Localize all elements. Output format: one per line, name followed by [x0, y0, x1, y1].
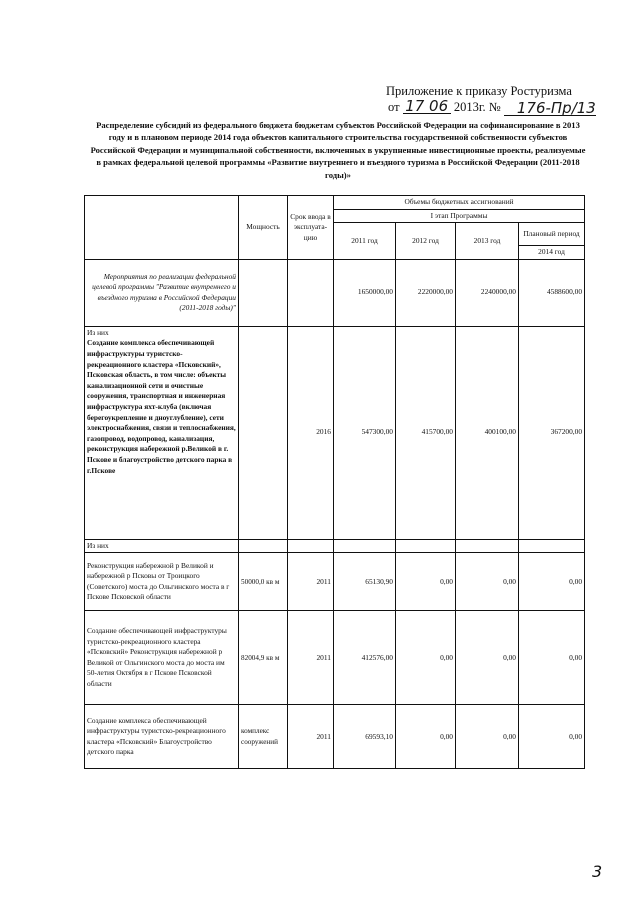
cluster-row — [85, 326, 585, 539]
page-number: 3 — [592, 862, 603, 881]
cluster-cell — [85, 326, 239, 539]
program-2011: 1650000,00 — [334, 259, 396, 326]
row-2013: 0,00 — [456, 553, 519, 611]
header-year-2012: 2012 год — [396, 223, 456, 260]
header-commission-term: Срок ввода в эксплуата-цию — [288, 196, 334, 260]
program-2014: 4588600,00 — [519, 259, 585, 326]
appendix-order-line — [386, 99, 616, 116]
row-year: 2011 — [288, 553, 334, 611]
header-capacity: Мощность — [239, 196, 288, 260]
row-2012: 0,00 — [396, 553, 456, 611]
row-2013: 0,00 — [456, 705, 519, 769]
cluster-year: 2016 — [288, 326, 334, 539]
cluster-2012: 415700,00 — [396, 326, 456, 539]
program-row — [85, 259, 585, 326]
header-stage: I этап Программы — [334, 209, 585, 223]
program-year — [288, 259, 334, 326]
cluster-2013: 400100,00 — [456, 326, 519, 539]
program-2013: 2240000,00 — [456, 259, 519, 326]
cluster-prefix: Из них — [87, 327, 109, 337]
program-name: Мероприятия по реализации федеральной целевой программы "Развитие внутреннего и въездного туризма в Российской Федерации (2011-2018 годы)" — [85, 259, 239, 326]
cluster-capacity — [239, 326, 288, 539]
row-name: Создание обеспечивающей инфраструктуры туристско-рекреационного кластера «Псковский» Реконструкция набережной р Великой от Ольгинского моста до моста им 50-летия Октября в г Пскове Псковской области — [85, 611, 239, 705]
appendix-header — [386, 84, 616, 116]
row-year: 2011 — [288, 611, 334, 705]
row-2011: 412576,00 — [334, 611, 396, 705]
table-row — [85, 705, 585, 769]
row-2011: 69593,10 — [334, 705, 396, 769]
cluster-2011: 547300,00 — [334, 326, 396, 539]
row-name: Реконструкция набережной р Великой и набережной р Псковы от Троицкого (Советского) моста до Ольгинского моста в г Пскове Псковской области — [85, 553, 239, 611]
sub-label-row — [85, 539, 585, 553]
row-year: 2011 — [288, 705, 334, 769]
program-capacity — [239, 259, 288, 326]
row-capacity: 82004,9 кв м — [239, 611, 288, 705]
row-2012: 0,00 — [396, 705, 456, 769]
order-number-handwritten: 176-Пр/13 — [504, 101, 596, 116]
row-capacity: 50000,0 кв м — [239, 553, 288, 611]
row-2011: 65130,90 — [334, 553, 396, 611]
sub-label: Из них — [85, 539, 239, 553]
order-date-handwritten: 17 06 — [403, 99, 451, 114]
row-2014: 0,00 — [519, 553, 585, 611]
cluster-2014: 367200,00 — [519, 326, 585, 539]
row-2014: 0,00 — [519, 705, 585, 769]
row-capacity: комплекс сооружений — [239, 705, 288, 769]
header-year-2014: 2014 год — [519, 246, 585, 260]
header-planned-period: Плановый период — [519, 223, 585, 246]
cluster-name: Создание комплекса обеспечивающей инфраструктуры туристско-рекреационного кластера «Псковский», Псковская область, в том числе: объекты канализационной сети и очистные сооружения, транспортная и инженерная инфраструктура яхт-клуба (включая берегоукрепление и дноуглубление), сети электроснабжения, связи и теплоснабжения, газопровод, водопровод, канализация, реконструкция набережной р.Великой в г. Пскове и благоустройство детского парка в г.Пскове — [87, 338, 236, 475]
header-budget-volumes: Объемы бюджетных ассигнований — [334, 196, 585, 210]
header-year-2013: 2013 год — [456, 223, 519, 260]
header-object-cell — [85, 196, 239, 260]
table-row — [85, 553, 585, 611]
appendix-title: Приложение к приказу Ростуризма — [386, 84, 572, 98]
header-year-2011: 2011 год — [334, 223, 396, 260]
subsidy-table — [84, 195, 585, 769]
row-2014: 0,00 — [519, 611, 585, 705]
program-2012: 2220000,00 — [396, 259, 456, 326]
document-heading: Распределение субсидий из федерального бюджета бюджетам субъектов Российской Федерации на софинансирование в 2013 году и в плановом периоде 2014 года объектов капитального строительства государственной собственности субъектов Российской Федерации и муниципальной собственности, включенных в укрупненные инвестиционные проекты, реализуемые в рамках федеральной целевой программы «Развитие внутреннего и въездного туризма в Российской Федерации (2011-2018 годы)» — [90, 120, 586, 180]
table-row — [85, 611, 585, 705]
appendix-year-label: 2013г. № — [453, 100, 501, 114]
row-2013: 0,00 — [456, 611, 519, 705]
row-name: Создание комплекса обеспечивающей инфраструктуры туристско-рекреационного кластера «Псковский» Благоустройство детского парка — [85, 705, 239, 769]
appendix-from-label: от — [388, 100, 400, 114]
row-2012: 0,00 — [396, 611, 456, 705]
